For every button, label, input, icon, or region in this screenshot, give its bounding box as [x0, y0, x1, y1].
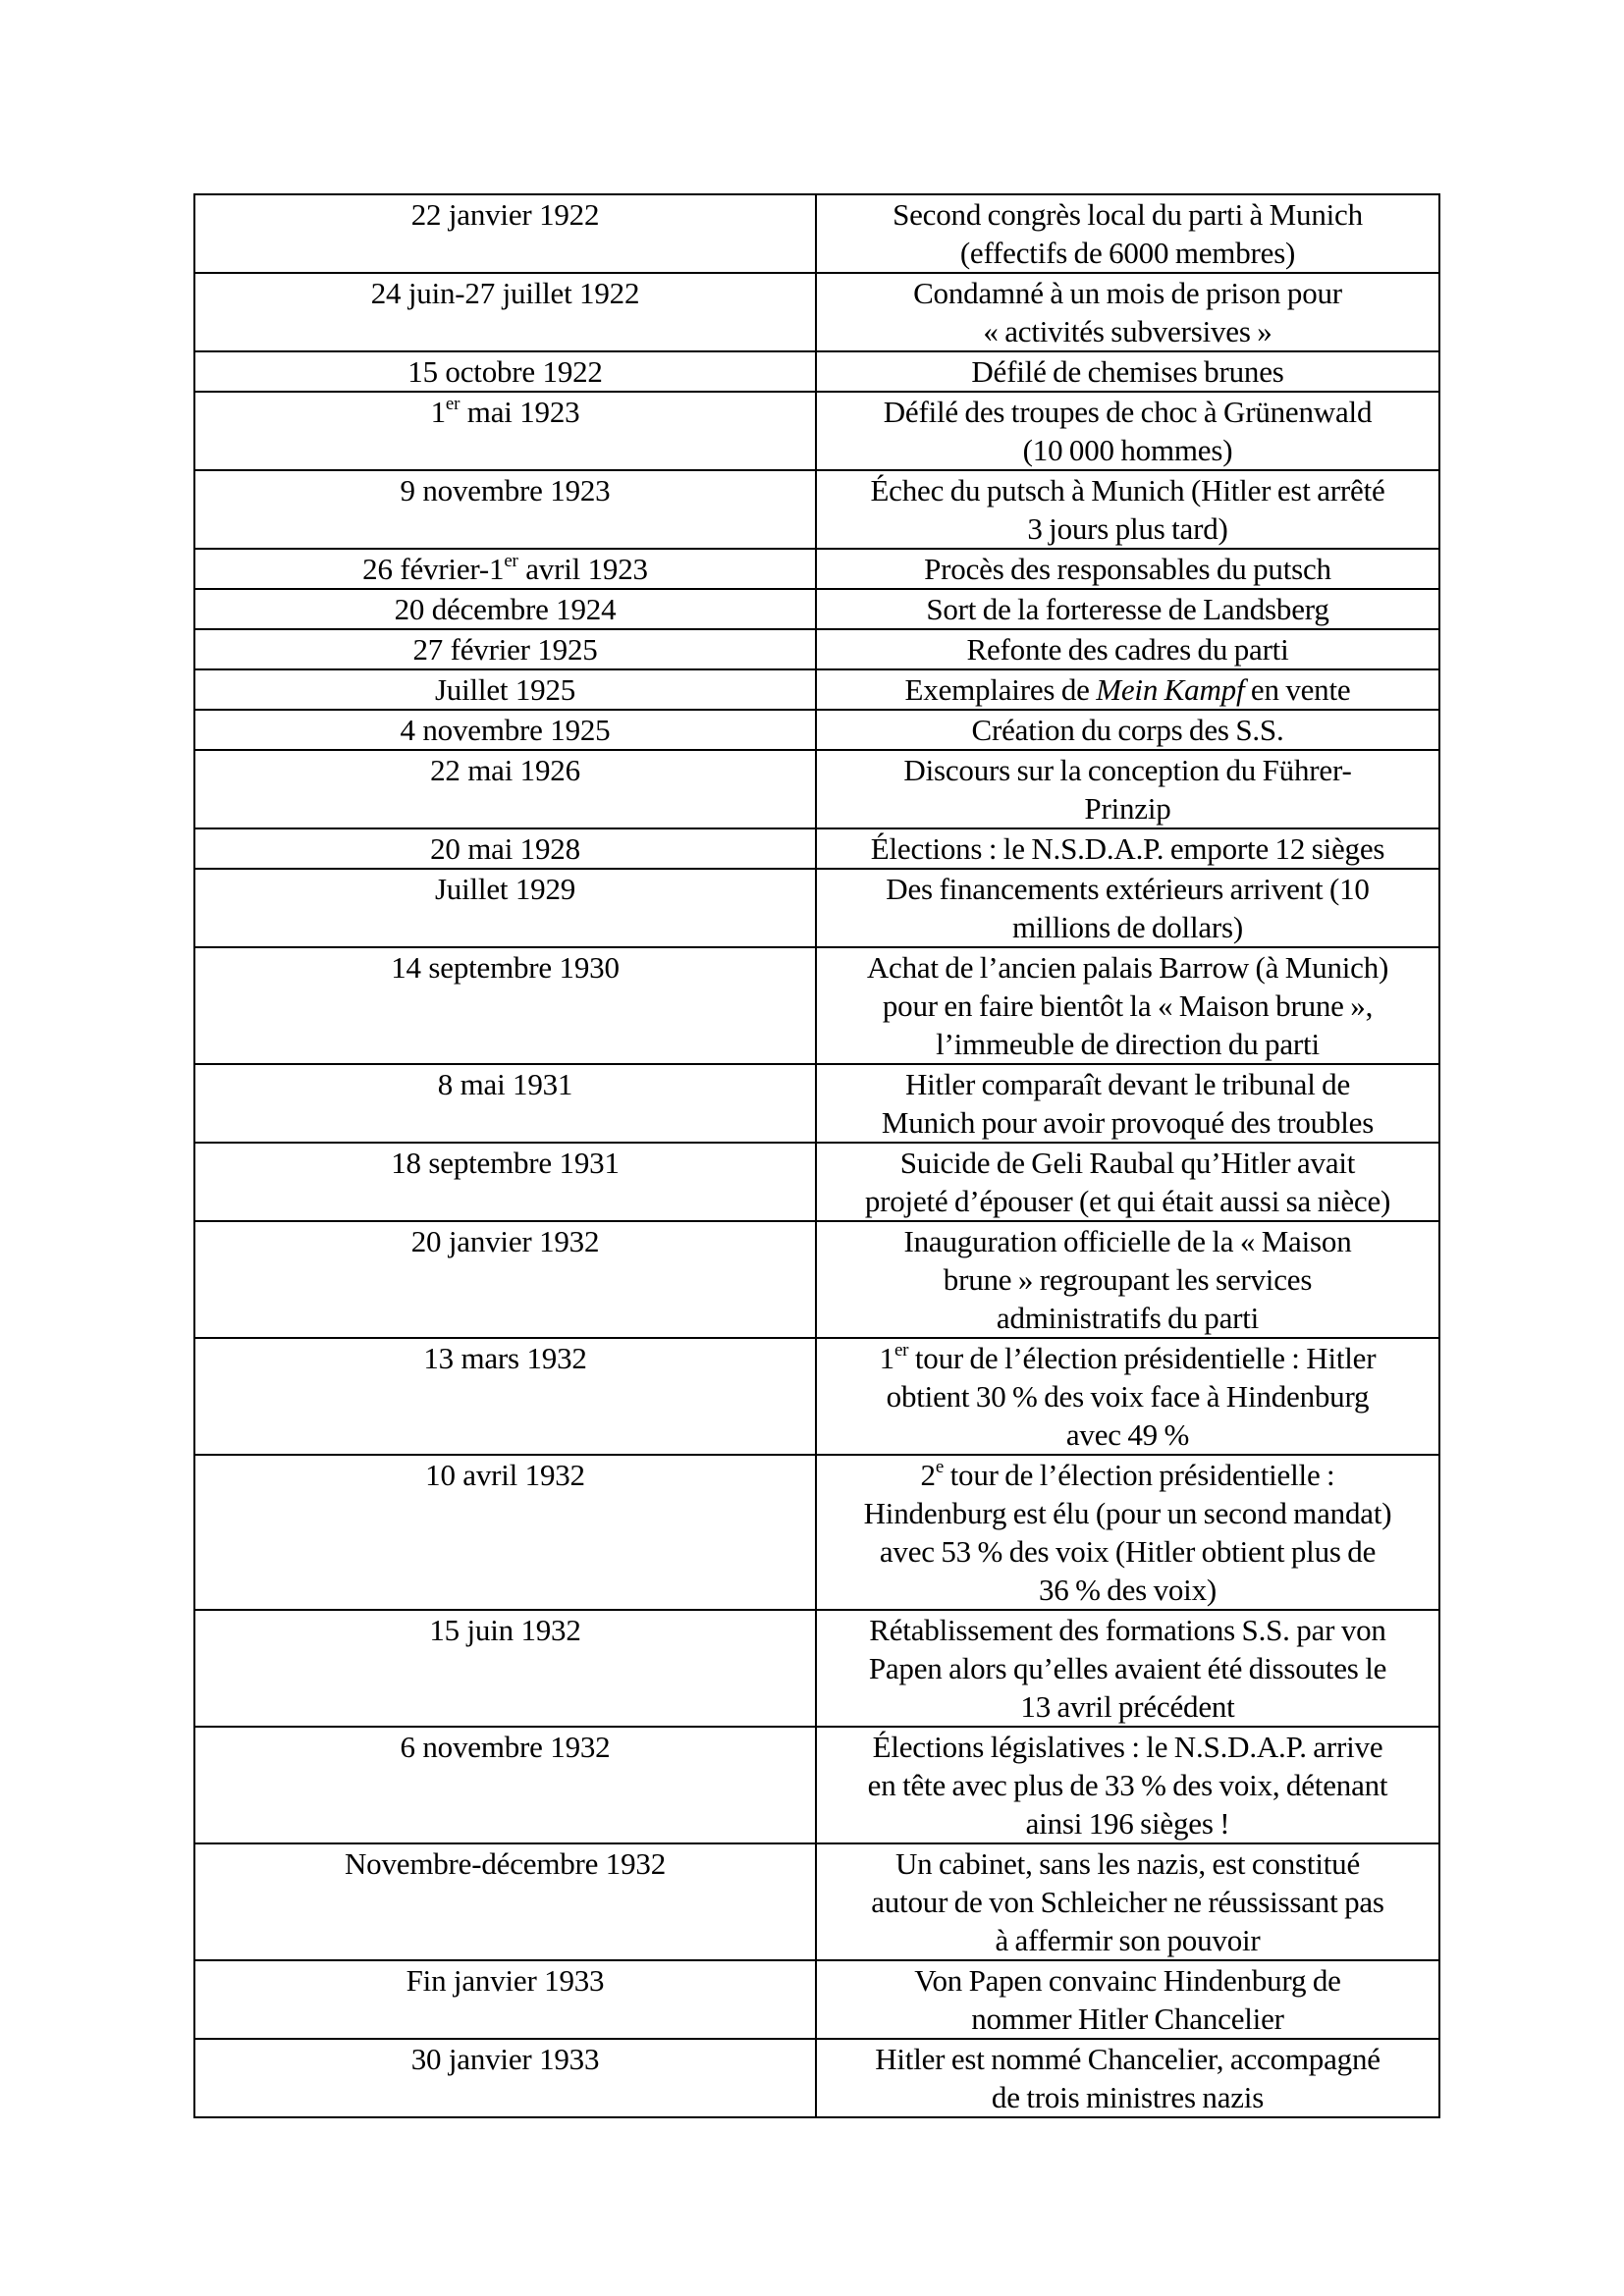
- table-row: [194, 351, 1439, 392]
- timeline-body: [194, 194, 1439, 2117]
- event-cell: [816, 1455, 1439, 1610]
- event-cell: Discours sur la conception du Führer- Prinzip: [816, 750, 1439, 828]
- text-segment: mai 1923: [460, 395, 580, 429]
- event-cell: Défilé des troupes de choc à Grünenwald (10 000 hommes): [816, 392, 1439, 470]
- event-cell: Refonte des cadres du parti: [816, 629, 1439, 669]
- text-segment: Exemplaires de: [904, 672, 1097, 707]
- table-row: [194, 947, 1439, 1064]
- text-segment: tour de l’élection présidentielle : Hindenburg est élu (pour un second mandat) avec 53 % des voix (Hitler obtient plus de 36 % des voix): [863, 1458, 1392, 1607]
- date-cell: 27 février 1925: [194, 629, 816, 669]
- date-cell: 22 mai 1926: [194, 750, 816, 828]
- date-cell: 15 juin 1932: [194, 1610, 816, 1727]
- table-row: [194, 1338, 1439, 1455]
- superscript: er: [893, 1339, 909, 1361]
- event-cell: Élections législatives : le N.S.D.A.P. arrive en tête avec plus de 33 % des voix, détenant ainsi 196 sièges !: [816, 1727, 1439, 1843]
- event-cell: Sort de la forteresse de Landsberg: [816, 589, 1439, 629]
- event-cell: [816, 669, 1439, 710]
- event-cell: Von Papen convainc Hindenburg de nommer Hitler Chancelier: [816, 1960, 1439, 2039]
- date-cell: 15 octobre 1922: [194, 351, 816, 392]
- table-row: [194, 869, 1439, 947]
- date-cell: Fin janvier 1933: [194, 1960, 816, 2039]
- event-cell: Élections : le N.S.D.A.P. emporte 12 sièges: [816, 828, 1439, 869]
- event-cell: Achat de l’ancien palais Barrow (à Munich) pour en faire bientôt la « Maison brune », l’immeuble de direction du parti: [816, 947, 1439, 1064]
- event-cell: Suicide de Geli Raubal qu’Hitler avait projeté d’épouser (et qui était aussi sa nièce): [816, 1143, 1439, 1221]
- table-row: [194, 2039, 1439, 2117]
- table-row: [194, 1064, 1439, 1143]
- event-cell: Un cabinet, sans les nazis, est constitué autour de von Schleicher ne réussissant pas à affermir son pouvoir: [816, 1843, 1439, 1960]
- date-cell: 6 novembre 1932: [194, 1727, 816, 1843]
- date-cell: 4 novembre 1925: [194, 710, 816, 750]
- event-cell: Hitler est nommé Chancelier, accompagné de trois ministres nazis: [816, 2039, 1439, 2117]
- event-cell: Création du corps des S.S.: [816, 710, 1439, 750]
- table-row: [194, 750, 1439, 828]
- timeline-table: [193, 193, 1440, 2118]
- date-cell: 20 mai 1928: [194, 828, 816, 869]
- table-row: [194, 629, 1439, 669]
- date-cell: [194, 549, 816, 589]
- superscript: er: [445, 393, 460, 414]
- event-cell: Condamné à un mois de prison pour « activités subversives »: [816, 273, 1439, 351]
- date-cell: 8 mai 1931: [194, 1064, 816, 1143]
- table-row: [194, 1221, 1439, 1338]
- table-row: [194, 828, 1439, 869]
- table-row: [194, 549, 1439, 589]
- text-segment: 1: [430, 395, 446, 429]
- table-row: [194, 710, 1439, 750]
- date-cell: Juillet 1925: [194, 669, 816, 710]
- date-cell: Juillet 1929: [194, 869, 816, 947]
- superscript: er: [504, 550, 518, 571]
- table-row: [194, 1143, 1439, 1221]
- table-row: [194, 392, 1439, 470]
- text-segment: avril 1923: [517, 552, 648, 586]
- table-row: [194, 1727, 1439, 1843]
- event-cell: Second congrès local du parti à Munich (effectifs de 6000 membres): [816, 194, 1439, 273]
- date-cell: 20 janvier 1932: [194, 1221, 816, 1338]
- date-cell: 14 septembre 1930: [194, 947, 816, 1064]
- event-cell: Rétablissement des formations S.S. par von Papen alors qu’elles avaient été dissoutes le 13 avril précédent: [816, 1610, 1439, 1727]
- text-segment: en vente: [1244, 672, 1351, 707]
- text-segment: tour de l’élection présidentielle : Hitler obtient 30 % des voix face à Hindenburg avec 49 %: [886, 1341, 1377, 1452]
- event-cell: Procès des responsables du putsch: [816, 549, 1439, 589]
- event-cell: Des financements extérieurs arrivent (10 millions de dollars): [816, 869, 1439, 947]
- date-cell: 9 novembre 1923: [194, 470, 816, 549]
- event-cell: Inauguration officielle de la « Maison brune » regroupant les services administratifs du parti: [816, 1221, 1439, 1338]
- date-cell: 13 mars 1932: [194, 1338, 816, 1455]
- table-row: [194, 470, 1439, 549]
- event-cell: Échec du putsch à Munich (Hitler est arrêté 3 jours plus tard): [816, 470, 1439, 549]
- text-segment: 26 février-1: [362, 552, 505, 586]
- table-row: [194, 273, 1439, 351]
- table-row: [194, 194, 1439, 273]
- date-cell: Novembre-décembre 1932: [194, 1843, 816, 1960]
- event-cell: Défilé de chemises brunes: [816, 351, 1439, 392]
- italic-text: Mein Kampf: [1096, 672, 1245, 707]
- date-cell: 18 septembre 1931: [194, 1143, 816, 1221]
- date-cell: [194, 392, 816, 470]
- table-row: [194, 1843, 1439, 1960]
- table-row: [194, 1610, 1439, 1727]
- table-row: [194, 1455, 1439, 1610]
- text-segment: 2: [920, 1458, 936, 1492]
- table-row: [194, 589, 1439, 629]
- event-cell: [816, 1338, 1439, 1455]
- table-row: [194, 669, 1439, 710]
- date-cell: 24 juin-27 juillet 1922: [194, 273, 816, 351]
- superscript: e: [935, 1456, 945, 1477]
- date-cell: 20 décembre 1924: [194, 589, 816, 629]
- text-segment: 1: [879, 1341, 894, 1375]
- date-cell: 30 janvier 1933: [194, 2039, 816, 2117]
- event-cell: Hitler comparaît devant le tribunal de Munich pour avoir provoqué des troubles: [816, 1064, 1439, 1143]
- date-cell: 10 avril 1932: [194, 1455, 816, 1610]
- date-cell: 22 janvier 1922: [194, 194, 816, 273]
- table-row: [194, 1960, 1439, 2039]
